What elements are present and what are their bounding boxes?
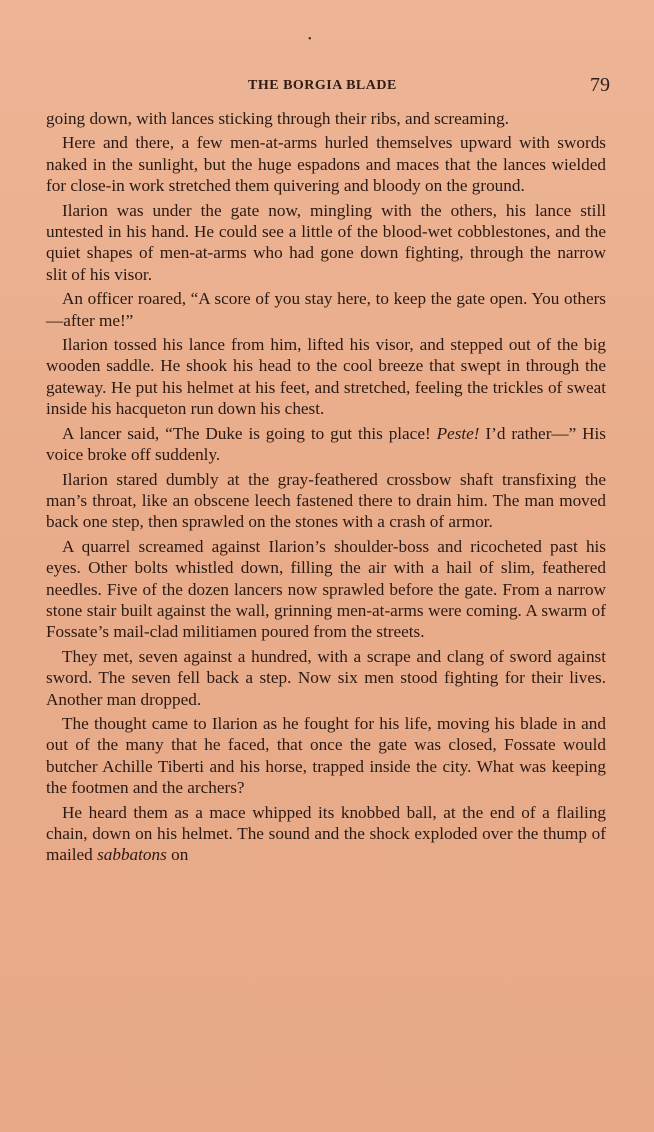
paragraph — [46, 802, 606, 866]
paragraph: going down, with lances sticking through their ribs, and screaming. — [46, 109, 510, 128]
italic-word: sabbatons — [97, 845, 167, 865]
paragraph: The thought came to Ilarion as he fought for his life, moving his blade in and out of the many that he faced, that once the gate was closed, Fossate would butcher Achille Tiberti and his horse, trapped inside the city. What was keeping the footmen and the archers? — [46, 713, 606, 798]
paragraph: A quarrel screamed against Ilarion’s shoulder-boss and ricocheted past his eyes. Other bolts whistled down, filling the air with a hail of slim, feathered needles. Five of the dozen lancers now sprawled before the gate. From a narrow stone stair built against the wall, grinning men-at-arms were coming. A swarm of Fossate’s mail-clad militiamen poured from the streets. — [46, 536, 606, 642]
page-mark: • — [308, 34, 312, 45]
page-number: 79 — [590, 74, 610, 96]
paragraph — [46, 423, 606, 466]
paragraph-text: A lancer said, “The Duke is going to gut this place! — [62, 423, 437, 443]
italic-word: Peste! — [436, 423, 480, 443]
paragraph-text: on — [166, 845, 189, 865]
paragraph: An officer roared, “A score of you stay here, to keep the gate open. You others—after me!” — [46, 289, 606, 330]
body-text — [46, 108, 606, 866]
paragraph: Ilarion stared dumbly at the gray-feathered crossbow shaft transfixing the man’s throat, like an obscene leech fastened there to drain him. The man moved back one step, then sprawled on the stones with a crash of armor. — [46, 469, 606, 532]
paragraph: Ilarion tossed his lance from him, lifted his visor, and stepped out of the big wooden saddle. He shook his head to the cool breeze that swept in through the gateway. He put his helmet at his feet, and stretched, feeling the trickles of sweat inside his hacqueton run down his chest. — [46, 335, 606, 419]
paragraph: They met, seven against a hundred, with a scrape and clang of sword against sword. The seven fell back a step. Now six men stood fighting for their lives. Another man dropped. — [46, 646, 606, 709]
page-header — [0, 74, 654, 102]
paragraph: Ilarion was under the gate now, mingling with the others, his lance still untested in his hand. He could see a little of the blood-wet cobblestones, and the quiet shapes of men-at-arms who had gone down fighting, through the narrow slit of his visor. — [46, 200, 606, 284]
paragraph: Here and there, a few men-at-arms hurled themselves upward with swords naked in the sunlight, but the huge espadons and maces that the lances wielded for close-in work stretched them quivering and bloody on the ground. — [46, 133, 606, 196]
paragraph-text: I’d rather—” His voice broke off suddenly. — [46, 423, 606, 465]
paragraph-text: He heard them as a mace whipped its knobbed ball, at the end of a flailing chain, down on his helmet. The sound and the shock exploded over the thump of mailed — [46, 802, 606, 865]
running-title: THE BORGIA BLADE — [248, 78, 397, 93]
